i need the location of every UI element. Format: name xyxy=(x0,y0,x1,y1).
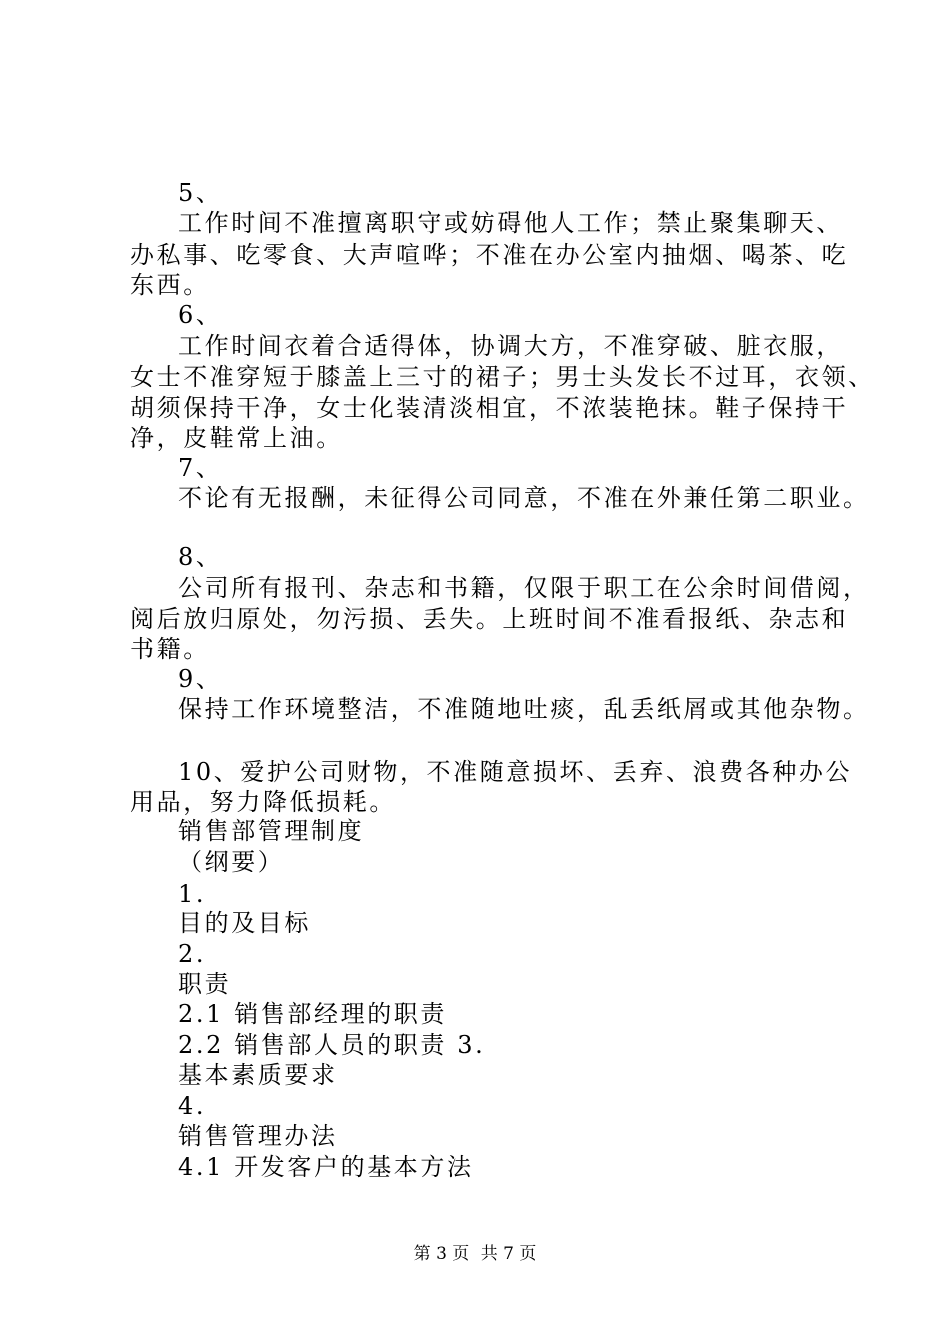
outline-line-6: 2.2 销售部人员的职责 3. xyxy=(178,1031,486,1059)
item-8-number: 8、 xyxy=(178,543,223,571)
item-8-line-2: 阅后放归原处，勿污损、丢失。上班时间不准看报纸、杂志和 xyxy=(130,605,849,633)
page-number: 第 3 页 xyxy=(413,1244,470,1264)
item-6-line-1: 工作时间衣着合适得体，协调大方，不准穿破、脏衣服， xyxy=(178,332,843,360)
item-5-number: 5、 xyxy=(178,179,223,207)
item-5-line-1: 工作时间不准擅离职守或妨碍他人工作；禁止聚集聊天、 xyxy=(178,209,843,237)
item-5-line-2: 办私事、吃零食、大声喧哗；不准在办公室内抽烟、喝茶、吃 xyxy=(130,241,849,269)
outline-line-5: 2.1 销售部经理的职责 xyxy=(178,1000,447,1028)
item-5-line-3: 东西。 xyxy=(130,271,210,299)
item-7-line-1: 不论有无报酬，未征得公司同意，不准在外兼任第二职业。 xyxy=(178,484,870,512)
outline-line-3: 2. xyxy=(178,940,207,968)
page-total: 共 7 页 xyxy=(480,1244,537,1264)
outline-line-7: 基本素质要求 xyxy=(178,1061,338,1089)
item-10-line-1: 10、爱护公司财物，不准随意损坏、丢弃、浪费各种办公 xyxy=(178,758,853,786)
outline-line-1: 1. xyxy=(178,880,207,908)
page-footer xyxy=(0,1243,950,1265)
outline-line-10: 4.1 开发客户的基本方法 xyxy=(178,1153,474,1181)
item-6-number: 6、 xyxy=(178,301,223,329)
outline-line-8: 4. xyxy=(178,1092,207,1120)
item-9-number: 9、 xyxy=(178,665,223,693)
item-9-line-1: 保持工作环境整洁，不准随地吐痰，乱丢纸屑或其他杂物。 xyxy=(178,695,870,723)
item-8-line-3: 书籍。 xyxy=(130,635,210,663)
outline-line-2: 目的及目标 xyxy=(178,909,311,937)
item-7-number: 7、 xyxy=(178,454,223,482)
item-6-line-4: 净，皮鞋常上油。 xyxy=(130,424,343,452)
item-10-line-2: 用品，努力降低损耗。 xyxy=(130,788,396,816)
outline-subtitle: （纲要） xyxy=(178,848,285,876)
outline-line-4: 职责 xyxy=(178,970,232,998)
item-8-line-1: 公司所有报刊、杂志和书籍，仅限于职工在公余时间借阅， xyxy=(178,574,870,602)
item-6-line-3: 胡须保持干净，女士化装清淡相宜，不浓装艳抹。鞋子保持干 xyxy=(130,394,849,422)
item-6-line-2: 女士不准穿短于膝盖上三寸的裙子；男士头发长不过耳，衣领、 xyxy=(130,363,875,391)
outline-title: 销售部管理制度 xyxy=(178,817,365,845)
outline-line-9: 销售管理办法 xyxy=(178,1122,338,1150)
